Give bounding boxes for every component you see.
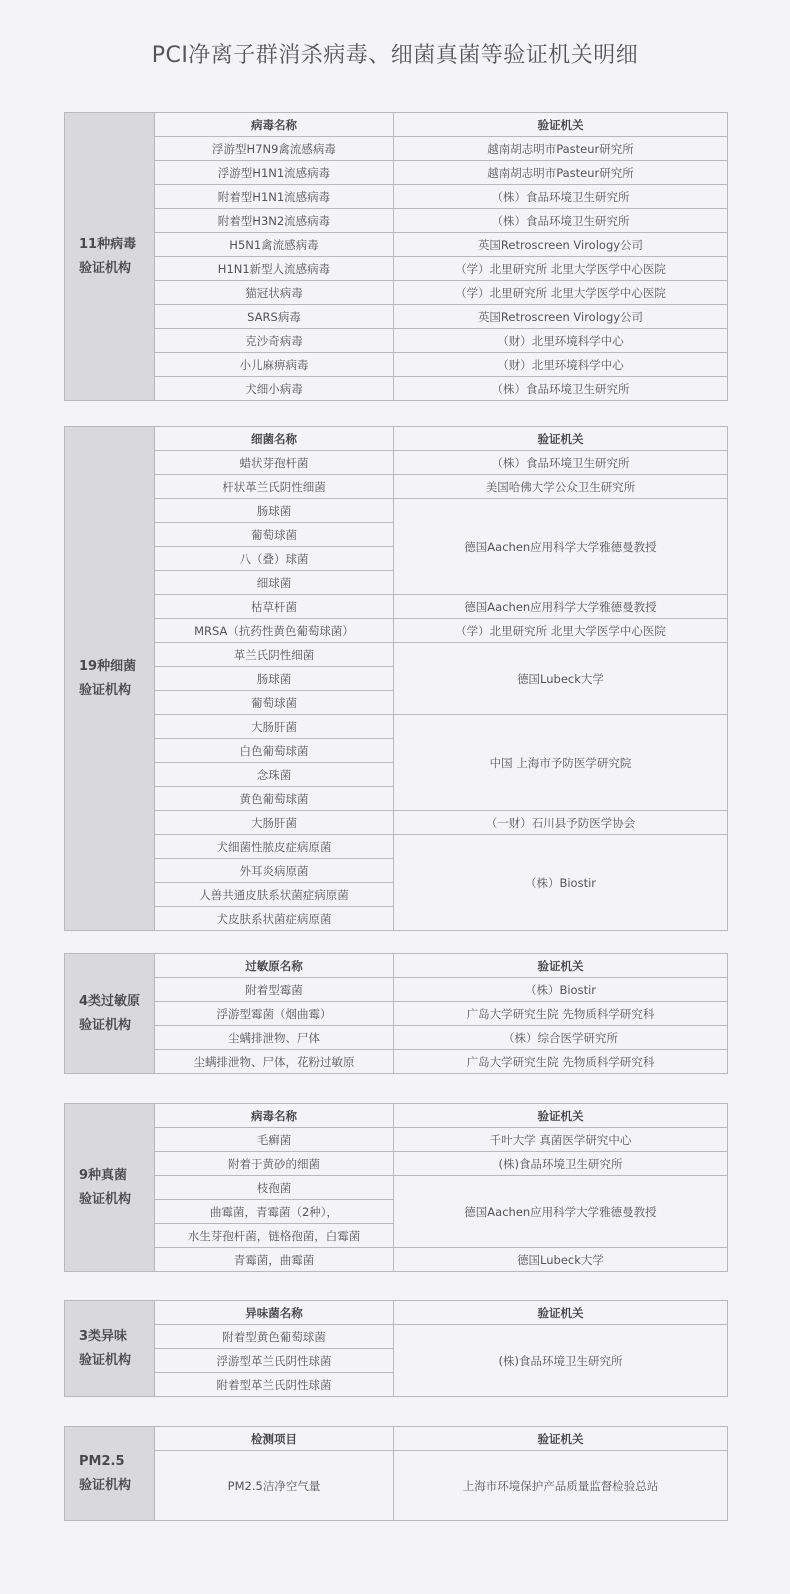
item-name: 人兽共通皮肤系状菌症病原菌 [155,883,394,907]
table-row [65,137,728,161]
table-row [65,835,728,859]
table-row [65,1176,728,1200]
item-name: 杆状革兰氏阴性细菌 [155,475,394,499]
section-label [65,113,155,401]
verifying-org: 越南胡志明市Pasteur研究所 [394,137,728,161]
column-header-org: 验证机关 [394,1301,728,1325]
column-header-org: 验证机关 [394,954,728,978]
item-name: 浮游型霉菌（烟曲霉） [155,1002,394,1026]
verifying-org: 美国哈佛大学公众卫生研究所 [394,475,728,499]
verifying-org: （财）北里环境科学中心 [394,353,728,377]
column-header-name: 检测项目 [155,1427,394,1451]
item-name: 毛癣菌 [155,1128,394,1152]
item-name: 八（叠）球菌 [155,547,394,571]
verifying-org: （学）北里研究所 北里大学医学中心医院 [394,281,728,305]
item-name: 附着型黄色葡萄球菌 [155,1325,394,1349]
verifying-org: （株）食品环境卫生研究所 [394,209,728,233]
item-name: 青霉菌，曲霉菌 [155,1248,394,1272]
section-table [64,112,728,401]
header-row [65,1427,728,1451]
section-table [64,1426,728,1521]
header-row [65,1104,728,1128]
column-header-name: 过敏原名称 [155,954,394,978]
header-row [65,1301,728,1325]
item-name: SARS病毒 [155,305,394,329]
verifying-org: （株）食品环境卫生研究所 [394,451,728,475]
section-label-line: 11种病毒 [79,236,137,252]
item-name: 尘螨排泄物、尸体 [155,1026,394,1050]
verifying-org: 英国Retroscreen Virology公司 [394,305,728,329]
verifying-org: 广岛大学研究生院 先物质科学研究科 [394,1002,728,1026]
verifying-org: （学）北里研究所 北里大学医学中心医院 [394,257,728,281]
verifying-org: （株）综合医学研究所 [394,1026,728,1050]
item-name: 犬细菌性脓皮症病原菌 [155,835,394,859]
verifying-org: 越南胡志明市Pasteur研究所 [394,161,728,185]
section-label-line: 3类异味 [79,1328,128,1344]
page-title: PCI净离子群消杀病毒、细菌真菌等验证机关明细 [151,43,639,68]
item-name: 白色葡萄球菌 [155,739,394,763]
table-row [65,1026,728,1050]
item-name: 水生芽孢杆菌，链格孢菌，白霉菌 [155,1224,394,1248]
item-name: PM2.5洁净空气量 [155,1451,394,1521]
item-name: 尘螨排泄物、尸体，花粉过敏原 [155,1050,394,1074]
section-label-line: 验证机构 [79,1191,132,1207]
table-row [65,1248,728,1272]
verifying-org: (株)食品环境卫生研究所 [394,1152,728,1176]
table-row [65,1050,728,1074]
section-label-line: PM2.5 [79,1453,125,1469]
item-name: 克沙奇病毒 [155,329,394,353]
item-name: 肠球菌 [155,499,394,523]
section-label [65,1427,155,1521]
item-name: 枝孢菌 [155,1176,394,1200]
table-row [65,1451,728,1521]
column-header-org: 验证机关 [394,113,728,137]
item-name: 犬细小病毒 [155,377,394,401]
verifying-org: 德国Aachen应用科学大学雅德曼教授 [394,595,728,619]
item-name: 曲霉菌，青霉菌（2种）， [155,1200,394,1224]
item-name: 大肠肝菌 [155,811,394,835]
section-label-line: 9种真菌 [79,1167,128,1183]
table-row [65,305,728,329]
column-header-name: 病毒名称 [155,1104,394,1128]
item-name: 葡萄球菌 [155,523,394,547]
item-name: 附着型霉菌 [155,978,394,1002]
table-row [65,499,728,523]
table-row [65,451,728,475]
item-name: 附着型H1N1流感病毒 [155,185,394,209]
verifying-org: （株）食品环境卫生研究所 [394,185,728,209]
table-row [65,978,728,1002]
section-label [65,427,155,931]
verifying-org: 德国Aachen应用科学大学雅德曼教授 [394,499,728,595]
section-table [64,953,728,1074]
section-label-line: 验证机构 [79,682,132,698]
column-header-org: 验证机关 [394,1427,728,1451]
item-name: 附着于黄砂的细菌 [155,1152,394,1176]
verifying-org: 上海市环境保护产品质量监督检验总站 [394,1451,728,1521]
verifying-org: （株）Biostir [394,978,728,1002]
verifying-org: (株)食品环境卫生研究所 [394,1325,728,1397]
table-row [65,475,728,499]
table-row [65,1152,728,1176]
table-row [65,329,728,353]
verifying-org: （一财）石川县予防医学协会 [394,811,728,835]
verifying-org: 德国Aachen应用科学大学雅德曼教授 [394,1176,728,1248]
table-row [65,1325,728,1349]
item-name: H5N1禽流感病毒 [155,233,394,257]
verifying-org: 千叶大学 真菌医学研究中心 [394,1128,728,1152]
verifying-org: （学）北里研究所 北里大学医学中心医院 [394,619,728,643]
verifying-org: 英国Retroscreen Virology公司 [394,233,728,257]
section-label-line: 19种细菌 [79,658,137,674]
section-table [64,1300,728,1397]
column-header-name: 细菌名称 [155,427,394,451]
header-row [65,954,728,978]
section-label [65,1104,155,1272]
table-row [65,353,728,377]
section-label-line: 验证机构 [79,1477,132,1493]
verifying-org: （财）北里环境科学中心 [394,329,728,353]
verifying-org: （株）食品环境卫生研究所 [394,377,728,401]
section-table [64,1103,728,1272]
table-row [65,233,728,257]
item-name: 浮游型革兰氏阴性球菌 [155,1349,394,1373]
table-row [65,1128,728,1152]
item-name: 浮游型H1N1流感病毒 [155,161,394,185]
table-row [65,185,728,209]
table-row [65,257,728,281]
item-name: 黄色葡萄球菌 [155,787,394,811]
item-name: 蜡状芽孢杆菌 [155,451,394,475]
table-row [65,281,728,305]
section-label [65,954,155,1074]
table-row [65,161,728,185]
table-row [65,619,728,643]
verifying-org: 德国Lubeck大学 [394,1248,728,1272]
verifying-org: 中国 上海市予防医学研究院 [394,715,728,811]
section-table [64,426,728,931]
table-row [65,1002,728,1026]
table-row [65,715,728,739]
header-row [65,427,728,451]
item-name: 附着型革兰氏阴性球菌 [155,1373,394,1397]
item-name: 细球菌 [155,571,394,595]
table-row [65,811,728,835]
item-name: 外耳炎病原菌 [155,859,394,883]
verifying-org: （株）Biostir [394,835,728,931]
verifying-org: 广岛大学研究生院 先物质科学研究科 [394,1050,728,1074]
item-name: 犬皮肤系状菌症病原菌 [155,907,394,931]
table-row [65,595,728,619]
column-header-org: 验证机关 [394,427,728,451]
section-label-line: 验证机构 [79,1352,132,1368]
item-name: 念珠菌 [155,763,394,787]
column-header-org: 验证机关 [394,1104,728,1128]
item-name: H1N1新型人流感病毒 [155,257,394,281]
verifying-org: 德国Lubeck大学 [394,643,728,715]
header-row [65,113,728,137]
item-name: 附着型H3N2流感病毒 [155,209,394,233]
section-label-line: 验证机构 [79,260,132,276]
item-name: 小儿麻痹病毒 [155,353,394,377]
item-name: 浮游型H7N9禽流感病毒 [155,137,394,161]
section-label [65,1301,155,1397]
section-label-line: 验证机构 [79,1017,132,1033]
item-name: 枯草杆菌 [155,595,394,619]
column-header-name: 病毒名称 [155,113,394,137]
item-name: 猫冠状病毒 [155,281,394,305]
table-row [65,377,728,401]
item-name: 大肠肝菌 [155,715,394,739]
column-header-name: 异味菌名称 [155,1301,394,1325]
table-row [65,209,728,233]
table-row [65,643,728,667]
item-name: MRSA（抗药性黄色葡萄球菌） [155,619,394,643]
section-label-line: 4类过敏原 [79,993,141,1009]
item-name: 肠球菌 [155,667,394,691]
item-name: 革兰氏阴性细菌 [155,643,394,667]
item-name: 葡萄球菌 [155,691,394,715]
